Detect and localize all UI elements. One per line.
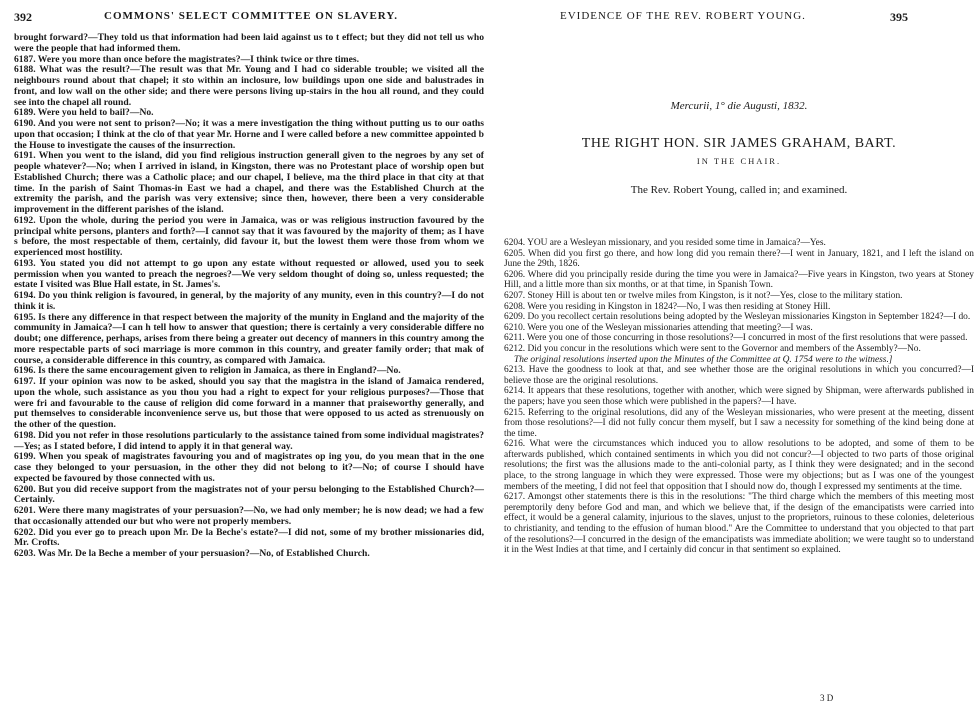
left-paragraph: 6187. Were you more than once before the magistrates?—I think twice or thre times.: [14, 53, 360, 65]
right-column-text: [504, 238, 974, 556]
right-paragraph: 6204. YOU are a Wesleyan missionary, and you resided some time in Jamaica?—Yes.: [504, 238, 826, 248]
right-paragraph: 6217. Amongst other statements there is this in the resolutions: "The third charge which the members of this meeting most peremptorily deny before God and man, and which we believe that, if the design of the emancipatists were carried into effect, it would be a general calamity, injurious to the slaves, unjust to the proprietors, ruinous to these colonies, deleterious to christianity, and tending to the effusion of human blood." Are the Committee to understand that you objected to that part of the resolutions?—I concurred in the design of the emancipatists was immediate abolition; we were taught so to understand it in the West Indies at that time, and I certainly did concur in that sentiment so explained.: [504, 492, 974, 556]
right-paragraph: 6214. It appears that these resolutions, together with another, which were signed by Shipman, were afterwards published in the papers; have you seen those which were published in the papers?—I have.: [504, 386, 974, 407]
right-paragraph: 6210. Were you one of the Wesleyan missionaries attending that meeting?—I was.: [504, 322, 813, 333]
left-paragraph: 6202. Did you ever go to preach upon Mr. De la Beche's estate?—I did not, some of my brother missionaries did, Mr. Crofts.: [14, 526, 484, 549]
right-paragraph: 6215. Referring to the original resolutions, did any of the Wesleyan missionaries, who were present at the meeting, dissent from those resolutions?—I did not fully concur them myself, but I saw a necessity for something of the kind being done at the time.: [504, 407, 974, 439]
right-paragraph: 6209. Do you recollect certain resolutions being adopted by the Wesleyan missionaries Kingston in September 1824?—I do.: [504, 312, 971, 323]
chair-member-name: THE RIGHT HON. SIR JAMES GRAHAM, BART.: [581, 136, 897, 151]
right-paragraph: 6213. Have the goodness to look at that, and see whether those are the original resolutions in which you concurred?—I believe those are the original resolutions.: [504, 365, 974, 386]
signature-mark: 3 D: [820, 693, 834, 703]
sitting-date: Mercurii, 1° die Augusti, 1832.: [670, 100, 808, 112]
left-running-head: COMMONS' SELECT COMMITTEE ON SLAVERY.: [104, 10, 399, 22]
left-paragraph: 6197. If your opinion was now to be asked, should you say that the magistra in the island of Jamaica rendered, upon the whole, such assistance as you thou you had a right to expect for your religious purposes?—Those that were fri and favourable to the cause of religion did come forward in a manner that praiseworthy generally, and put themselves to considerable inconvenience serve us, but those that were opposed to us acted as strenuously on the other of the question.: [14, 376, 484, 430]
left-paragraph: 6188. What was the result?—The result was that Mr. Young and I had co siderable trouble; we visited all the neighbours round about that chapel; it sto within an inclosure, low buildings upon one side and balustrades in front, and low wall on the other side; and there were persons living up-stairs in the hou all round, and they could see into the chapel all round.: [14, 64, 484, 108]
right-paragraph: 6205. When did you first go there, and how long did you remain there?—I went in January, 1821, and I left the island on June the 29th, 1826.: [504, 248, 974, 270]
right-paragraph: 6206. Where did you principally reside during the time you were in Jamaica?—Five years in Kingston, two years at Stoney Hill, and a little more than six months, or at that time, in Spanish Town.: [504, 269, 974, 291]
left-paragraph: 6194. Do you think religion is favoured, in general, by the majority of any munity, even in this country?—I do not think it is.: [14, 290, 484, 312]
left-paragraph: 6193. You stated you did not attempt to go upon any estate without requested or allowed, used you to seek permission when you wanted to preach the negroes?—We very seldom thought of doing so, unless requested; the estate I visited was Blue Hall estate, in St. James's.: [14, 257, 484, 291]
left-paragraph: brought forward?—They told us that information had been laid against us to t effect; but they did not tell us who were the people that had informed them.: [14, 32, 484, 54]
left-page-number: 392: [14, 10, 32, 24]
right-page-number: 395: [890, 10, 908, 24]
left-paragraph: 6200. But you did receive support from the magistrates not of your persu belonging to the Established Church?—Certainly.: [14, 483, 484, 506]
left-column-text: [14, 33, 484, 560]
left-paragraph: 6195. Is there any difference in that respect between the majority of the munity in England and the majority of the community in Jamaica?—I can h tell how to answer that question; there is certainly a very considerable differe no doubt; one difference, perhaps, arises from there being a greater out decency of manners in this country among the more respectable parts of soci marriage is more common in this country, and greater family order; that mak of course, a considerable difference in this country, as compared with Jamaica.: [14, 311, 484, 366]
witness-called-line: The Rev. Robert Young, called in; and examined.: [630, 184, 848, 196]
right-paragraph: 6216. What were the circumstances which induced you to allow resolutions to be adopted, and some of them to be afterwards published, which contained sentiments in which you did not concur?—I objected to two parts of those original resolutions; the first was the allusions made to the anti-colonial party, as I think they were designated; and in the second place, to the strong language in which they were expressed. Those were my objections; but as I was one of the youngest members of the meeting, I did not feel that opposition that I should now do, though I expressed my sentiments at the time.: [504, 439, 974, 492]
right-paragraph: 6211. Were you one of those concurring in those resolutions?—I concurred in most of the first resolutions that were passed.: [504, 333, 968, 344]
left-paragraph: 6198. Did you not refer in those resolutions particularly to the assistance tained from some individual magistrates?—Yes; as I stated before, I did intend to apply it in that general way.: [14, 429, 484, 452]
editorial-note: The original resolutions inserted upon the Minutes of the Committee at Q. 1754 were to the witness.]: [514, 354, 893, 365]
in-the-chair-label: IN THE CHAIR.: [696, 156, 782, 166]
right-paragraph: 6207. Stoney Hill is about ten or twelve miles from Kingston, is it not?—Yes, close to the military station.: [504, 290, 903, 301]
left-paragraph: 6191. When you went to the island, did you find religious instruction generall given to the negroes by any set of people whatever?—No; when I arrived in island, in Kingston, there was no Protestant place of worship open but Established Church; there was a Catholic place; and our chapel, I believe, ma the third place in that city at that time. In the parish of Saint Thomas-in East we had a chapel, and there was the Established Church at the extremity the parish, and the parish was very extensive; since then, however, there been a very considerable improvement in the different parishes of the island.: [14, 150, 484, 215]
right-paragraph: 6212. Did you concur in the resolutions which were sent to the Governor and members of the Assembly?—No.: [504, 343, 921, 354]
left-paragraph: 6199. When you speak of magistrates favouring you and of magistrates op ing you, do you mean that in the one case they belonged to your persuasion, in the other they did not belong to it?—No; of course I should have expected be favoured by those connected with us.: [14, 451, 484, 484]
left-paragraph: 6203. Was Mr. De la Beche a member of your persuasion?—No, of Established Church.: [14, 548, 370, 559]
right-running-head: EVIDENCE OF THE REV. ROBERT YOUNG.: [560, 10, 806, 22]
left-paragraph: 6196. Is there the same encouragement given to religion in Jamaica, as there in England?—No.: [14, 365, 401, 377]
right-page: [490, 0, 980, 708]
right-paragraph: 6208. Were you residing in Kingston in 1824?—No, I was then residing at Stoney Hill.: [504, 301, 831, 312]
left-paragraph: 6201. Were there many magistrates of your persuasion?—No, we had only member; he is now dead; we had a few that occasionally attended our but who were not properly members.: [14, 505, 484, 527]
left-paragraph: 6190. And you were not sent to prison?—No; it was a mere investigation the thing without putting us to our oaths upon that occasion; I think at the clo of that year Mr. Horne and I were called before a new committee appointed b the House to investigate the causes of the insurrection.: [14, 118, 484, 151]
left-paragraph: 6192. Upon the whole, during the period you were in Jamaica, was or was religious instruction favoured by the principal white persons, planters and forth?—I cannot say that it was favoured by the majority of them; as I have s before, the most respectable of them, certainly, did favour it, but the lowest them were those from whom we experienced most hostility.: [14, 214, 484, 258]
left-paragraph: 6189. Were you held to bail?—No.: [14, 107, 154, 119]
sitting-header: [504, 100, 974, 196]
